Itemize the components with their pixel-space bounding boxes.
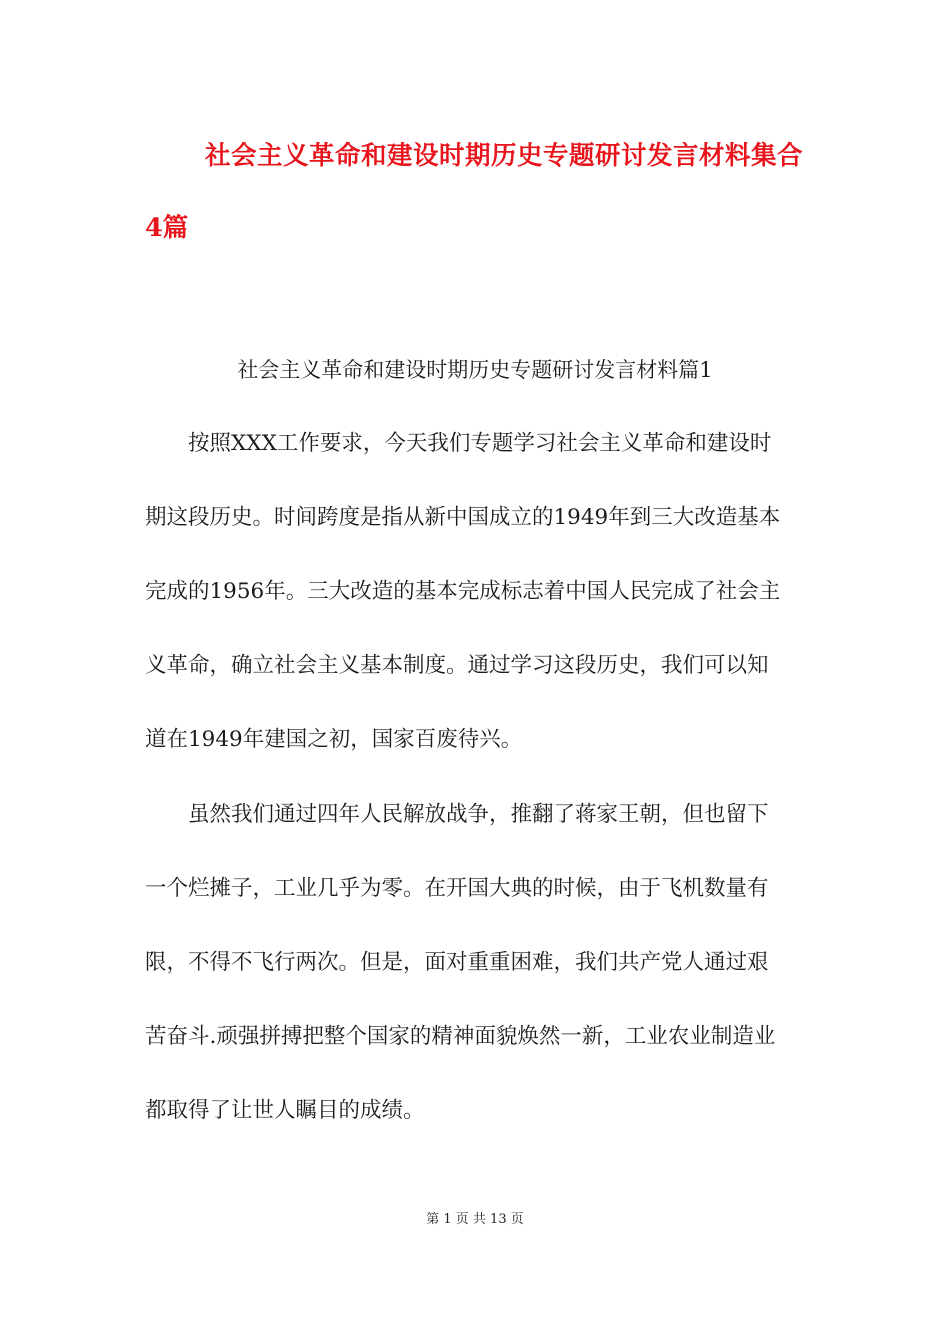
paragraph-line: 道在1949年建国之初，国家百废待兴。 — [145, 727, 523, 752]
section-heading: 社会主义革命和建设时期历史专题研讨发言材料篇1 — [237, 358, 713, 382]
document-title-line2: 4篇 — [145, 213, 189, 243]
paragraph-line: 义革命，确立社会主义基本制度。通过学习这段历史，我们可以知 — [145, 653, 769, 678]
paragraph-line: 虽然我们通过四年人民解放战争，推翻了蒋家王朝，但也留下 — [188, 802, 769, 827]
paragraph-line: 完成的1956年。三大改造的基本完成标志着中国人民完成了社会主 — [145, 579, 781, 604]
paragraph-1 — [145, 407, 815, 777]
paragraph-line: 都取得了让世人瞩目的成绩。 — [145, 1098, 425, 1123]
page-number-footer: 第 1 页 共 13 页 — [426, 1212, 524, 1227]
paragraph-line: 按照XXX工作要求，今天我们专题学习社会主义革命和建设时 — [188, 431, 772, 456]
document-title-line1: 社会主义革命和建设时期历史专题研讨发言材料集合 — [205, 141, 804, 171]
paragraph-line: 期这段历史。时间跨度是指从新中国成立的1949年到三大改造基本 — [145, 505, 781, 530]
paragraph-2 — [145, 778, 815, 1148]
paragraph-line: 苦奋斗.顽强拼搏把整个国家的精神面貌焕然一新，工业农业制造业 — [145, 1024, 776, 1049]
paragraph-line: 限，不得不飞行两次。但是，面对重重困难，我们共产党人通过艰 — [145, 950, 769, 975]
paragraph-line: 一个烂摊子，工业几乎为零。在开国大典的时候，由于飞机数量有 — [145, 876, 769, 901]
